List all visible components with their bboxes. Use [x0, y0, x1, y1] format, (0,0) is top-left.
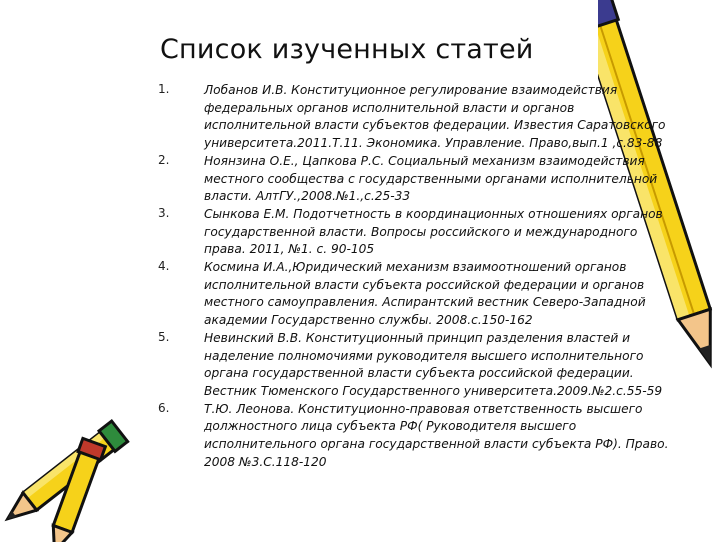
- item-number: 5.: [158, 329, 170, 344]
- item-number: 6.: [158, 400, 170, 415]
- list-item: [150, 330, 670, 401]
- item-text: Сынкова Е.М. Подотчетность в координационных отношениях органов государственной власти. Вопросы российского и международного права. 2011, №1. с. 90-105: [204, 206, 663, 257]
- article-list: [150, 82, 670, 471]
- item-number: 2.: [158, 152, 170, 167]
- item-number: 4.: [158, 259, 170, 274]
- page-title: Список изученных статей: [160, 34, 534, 65]
- item-text: Ноянзина О.Е., Цапкова Р.С. Социальный механизм взаимодействия местного сообщества с государственными органами исполнительной власти. АлтГУ.,2008.№1.,с.25-33: [204, 153, 658, 204]
- item-number: 3.: [158, 205, 170, 220]
- item-text: Невинский В.В. Конституционный принцип разделения властей и наделение полномочиями руководителя высшего исполнительного органа государственной власти субъекта российской федерации. Вестник Тюменского Государственного университета.2009.№2.с.55-59: [204, 330, 663, 398]
- list-item: [150, 82, 670, 153]
- list-item: [150, 401, 670, 472]
- item-text: Т.Ю. Леонова. Конституционно-правовая ответственность высшего должностного лица субъекта РФ( Руководителя высшего исполнительного органа государственной власти субъекта РФ). Право. 2008 №3.С.118-120: [204, 401, 669, 469]
- list-item: [150, 206, 670, 259]
- item-text: Космина И.А.,Юридический механизм взаимоотношений органов исполнительной власти субъекта российской федерации и органов местного самоуправления. Аспирантский вестник Северо-Западной академии Государственно службы. 2008.с.150-162: [204, 260, 646, 328]
- pencil-icon: [24, 432, 134, 542]
- list-item: [150, 259, 670, 330]
- item-text: Лобанов И.В. Конституционное регулирование взаимодействия федеральных органов исполнительной власти и органов исполнительной власти субъектов федерации. Известия Саратовского университета.2011.Т.11. Экономика. Управление. Право,вып.1 ,с.83-88: [204, 83, 666, 151]
- item-number: 1.: [158, 82, 170, 96]
- list-item: [150, 153, 670, 206]
